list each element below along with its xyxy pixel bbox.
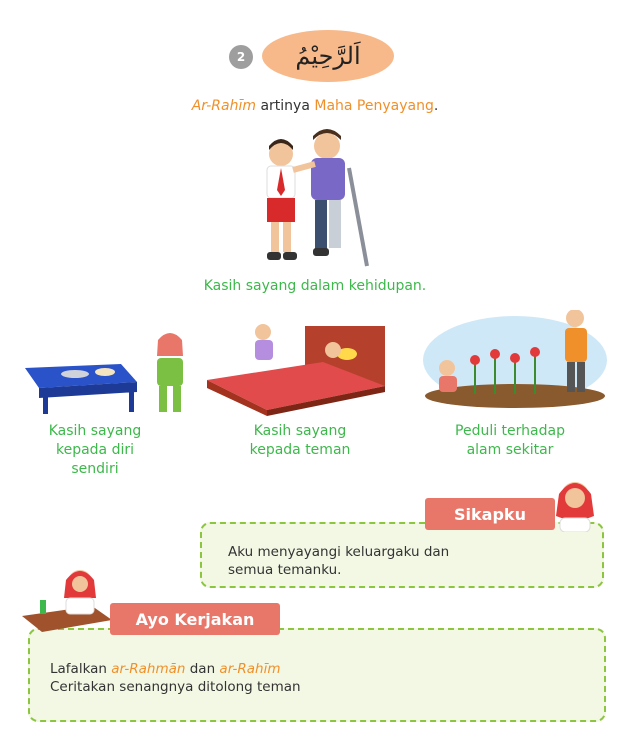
self-care-illustration xyxy=(25,330,195,418)
caption-line: sendiri xyxy=(71,461,119,477)
caption-line: Kasih sayang xyxy=(253,423,347,439)
meaning-sentence xyxy=(0,98,630,114)
caption-line: Kasih sayang xyxy=(48,423,142,439)
helping-friend-illustration xyxy=(245,128,380,270)
term-rahman: ar-Rahmān xyxy=(111,661,186,677)
meaning-middle: artinya xyxy=(256,98,315,114)
caption-line: kepada teman xyxy=(249,442,351,458)
ayo-kerjakan-line2: Ceritakan senangnya ditolong teman xyxy=(50,679,301,695)
text-segment: Lafalkan xyxy=(50,661,112,677)
arabic-name-oval xyxy=(262,30,394,82)
caption-line: Peduli terhadap xyxy=(455,423,565,439)
sikapku-line: Aku menyayangi keluargaku dan xyxy=(228,544,450,560)
ayo-kerjakan-text xyxy=(50,660,550,696)
ayo-kerjakan-label: Ayo Kerjakan xyxy=(110,603,280,635)
ayo-kerjakan-line1 xyxy=(50,660,550,678)
nature-care-illustration xyxy=(415,310,615,412)
main-caption: Kasih sayang dalam kehidupan. xyxy=(203,278,427,294)
sikapku-text xyxy=(228,543,588,579)
meaning-term: Ar-Rahīm xyxy=(191,98,257,114)
sikapku-label: Sikapku xyxy=(425,498,555,530)
sikapku-line: semua temanku. xyxy=(228,562,342,578)
meaning-definition: Maha Penyayang xyxy=(314,98,434,114)
text-segment: dan xyxy=(185,661,220,677)
term-rahim: ar-Rahīm xyxy=(219,661,281,677)
item-number-badge: 2 xyxy=(229,45,253,69)
friend-care-illustration xyxy=(205,322,390,417)
arabic-name-text: اَلرَّحِيْمُ xyxy=(295,42,361,70)
caption-self-care xyxy=(20,422,170,479)
writing-girl-icon xyxy=(22,566,114,636)
caption-line: kepada diri xyxy=(55,442,135,458)
girl-avatar-icon xyxy=(550,476,600,532)
caption-friend-care xyxy=(210,422,390,460)
meaning-end: . xyxy=(433,98,439,114)
caption-line: alam sekitar xyxy=(466,442,554,458)
caption-nature-care xyxy=(420,422,600,460)
